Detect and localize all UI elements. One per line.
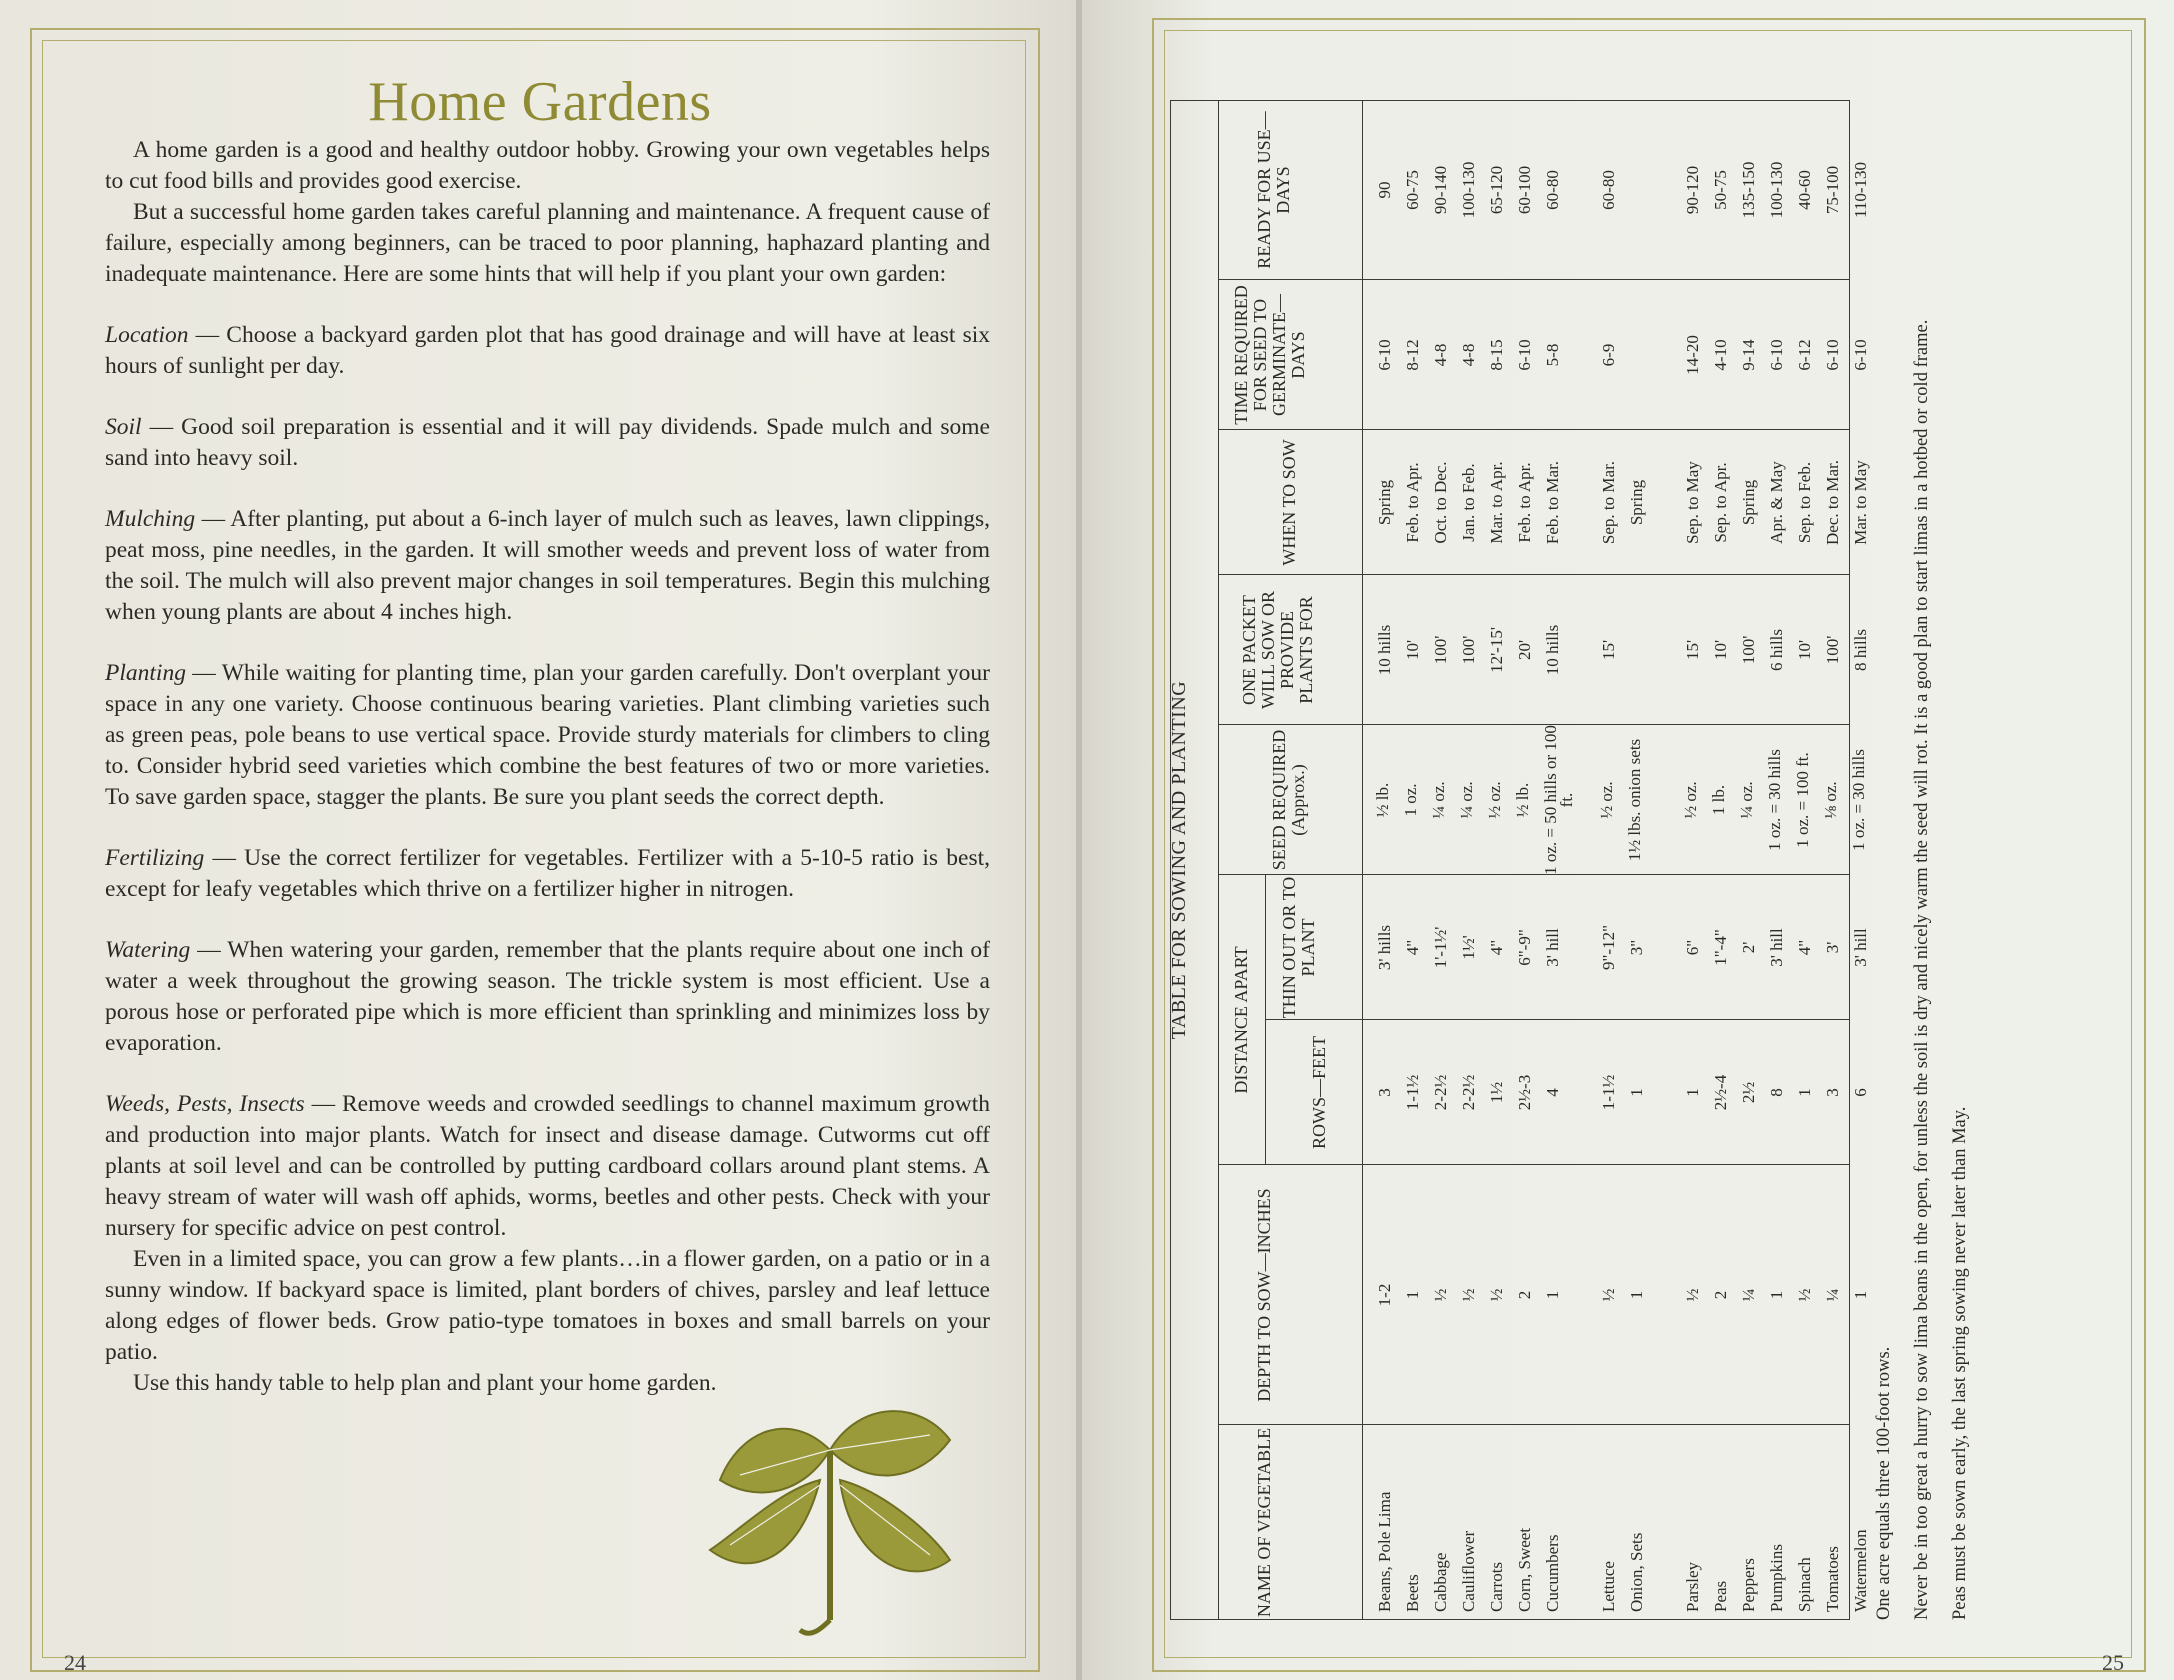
cell-packet: 100' (1739, 635, 1758, 665)
title-rule (1218, 100, 1219, 1620)
cell-rows: 4 (1543, 1088, 1562, 1097)
cell-germ: 8-12 (1403, 339, 1422, 371)
cell-name: Cabbage (1431, 1552, 1450, 1612)
paragraph (105, 135, 990, 197)
cell-ready: 50-75 (1711, 170, 1730, 210)
cell-packet: 15' (1683, 639, 1702, 661)
cell-seed: 1 oz. = 30 hills (1849, 749, 1868, 851)
cell-seed: 1 lb. (1709, 784, 1728, 816)
cell-when: Sep. to Feb. (1795, 461, 1814, 544)
cell-thin: 3' hill (1767, 928, 1786, 967)
cell-ready: 110-130 (1851, 161, 1870, 219)
page-title: Home Gardens (368, 71, 712, 133)
cell-ready: 65-120 (1487, 165, 1506, 215)
cell-when: Feb. to Apr. (1403, 462, 1422, 543)
cell-seed: 1 oz. (1401, 783, 1420, 817)
cell-rows: 1 (1627, 1088, 1646, 1097)
cell-rows: 8 (1767, 1088, 1786, 1097)
cell-when: Dec. to Mar. (1823, 460, 1842, 545)
cell-thin: 4" (1795, 939, 1814, 956)
cell-name: Tomatoes (1823, 1546, 1842, 1612)
cell-thin: 4" (1487, 939, 1506, 956)
cell-depth: ¼ (1823, 1288, 1842, 1302)
cell-packet: 100' (1823, 635, 1842, 665)
paragraph-text: — When watering your garden, remember that the plants require about one inch of water a week throughout the growing season. The trickle system is most efficient. Use a porous hose or perforated pipe which is more efficient than sprinkling and minimizes loss by evaporation. (105, 937, 990, 1056)
cell-rows: 3 (1375, 1088, 1394, 1097)
cell-depth: 1 (1851, 1290, 1870, 1300)
cell-ready: 90 (1375, 181, 1394, 199)
cell-seed: 1½ lbs. onion sets (1625, 738, 1644, 862)
cell-ready: 100-130 (1459, 161, 1478, 219)
cell-ready: 90-140 (1431, 165, 1450, 215)
cell-seed: ⅛ oz. (1821, 781, 1840, 819)
cell-ready: 60-80 (1599, 170, 1618, 210)
cell-when: Sep. to May (1683, 461, 1702, 544)
cell-when: Sep. to Mar. (1599, 460, 1618, 545)
cell-thin: 1½' (1459, 935, 1478, 960)
header-depth: DEPTH TO SOW—INCHES (1254, 1188, 1274, 1402)
cell-packet: 10 hills (1375, 624, 1394, 676)
cell-depth: 2 (1711, 1290, 1730, 1300)
header-when: WHEN TO SOW (1279, 439, 1299, 566)
cell-when: Apr. & May (1767, 461, 1786, 544)
header-thin: THIN OUT OR TO PLANT (1279, 876, 1318, 1019)
cell-seed: ¼ oz. (1737, 781, 1756, 819)
cell-depth: ½ (1795, 1288, 1814, 1302)
cell-thin: 6"-9" (1515, 929, 1534, 966)
cell-packet: 12'-15' (1487, 627, 1506, 673)
note: One acre equals three 100-foot rows. (1874, 1346, 1894, 1620)
cell-seed: 1 oz. = 50 hills or 100 ft. (1541, 725, 1576, 875)
cell-name: Lettuce (1599, 1561, 1618, 1612)
paragraph (105, 658, 990, 813)
cell-packet: 20' (1515, 639, 1534, 661)
cell-seed: ¼ oz. (1429, 781, 1448, 819)
cell-when: Spring (1739, 479, 1758, 526)
cell-germ: 6-9 (1599, 343, 1618, 367)
cell-depth: 1-2 (1375, 1283, 1394, 1307)
paragraph (105, 504, 990, 628)
table-title: TABLE FOR SOWING AND PLANTING (1168, 680, 1190, 1040)
cell-germ: 6-10 (1851, 339, 1870, 371)
paragraph-text: — After planting, put about a 6-inch layer of mulch such as leaves, lawn clippings, peat moss, pine needles, in the garden. It will smother weeds and prevent loss of water from the soil. The mulch will also prevent major changes in soil temperatures. Begin this mulching when young plants are about 4 inches high. (105, 506, 990, 625)
cell-seed: ½ oz. (1485, 781, 1504, 819)
cell-name: Peppers (1739, 1558, 1758, 1612)
paragraph-term: Location (105, 322, 189, 348)
cell-germ: 4-10 (1711, 339, 1730, 371)
cell-packet: 8 hills (1851, 628, 1870, 672)
cell-depth: ½ (1683, 1288, 1702, 1302)
cell-ready: 60-80 (1543, 170, 1562, 210)
paragraph-text: — Good soil preparation is essential and it will pay dividends. Spade mulch and some sand into heavy soil. (105, 414, 990, 471)
paragraph (105, 843, 990, 905)
paragraph-text: — Remove weeds and crowded seedlings to channel maximum growth and production into major plants. Watch for insect and disease damage. Cutworms cut off plants at soil level and can be controlled by putting cardboard collars around plant stems. A heavy stream of water will wash off aphids, worms, beetles and other pests. Check with your nursery for specific advice on pest control. (105, 1091, 991, 1241)
paragraph-term: Fertilizing (105, 845, 205, 871)
paragraph-text: — Choose a backyard garden plot that has good drainage and will have at least six hours of sunlight per day. (105, 322, 990, 379)
cell-depth: ½ (1459, 1288, 1478, 1302)
cell-when: Mar. to May (1851, 460, 1870, 545)
cell-rows: 2½ (1739, 1081, 1758, 1104)
cell-seed: 1 oz. = 30 hills (1765, 749, 1784, 851)
cell-thin: 3" (1627, 939, 1646, 956)
cell-name: Spinach (1795, 1557, 1814, 1612)
cell-thin: 1"-4" (1711, 929, 1730, 966)
paragraph (105, 1089, 990, 1244)
left-page (0, 0, 1082, 1680)
cell-packet: 10' (1795, 639, 1814, 661)
cell-name: Cauliflower (1459, 1530, 1478, 1612)
header-ready: READY FOR USE—DAYS (1254, 111, 1293, 269)
cell-seed: ¼ oz. (1457, 781, 1476, 819)
cell-depth: 1 (1403, 1290, 1422, 1300)
note: Never be in too great a hurry to sow lima beans in the open, for unless the soil is dry and nicely warm the seed will rot. It is a good plan to start limas in a hotbed or cold frame. (1912, 319, 1932, 1620)
cell-rows: 1 (1683, 1088, 1702, 1097)
cell-germ: 5-8 (1543, 343, 1562, 367)
cell-rows: 6 (1851, 1088, 1870, 1097)
cell-germ: 14-20 (1683, 335, 1702, 375)
cell-germ: 4-8 (1431, 343, 1450, 367)
cell-when: Sep. to Apr. (1711, 462, 1730, 543)
cell-depth: ½ (1487, 1288, 1506, 1302)
cell-thin: 3' hills (1375, 924, 1394, 971)
note: Peas must be sown early, the last spring sowing never later than May. (1950, 1106, 1970, 1620)
cell-germ: 6-10 (1767, 339, 1786, 371)
cell-rows: 2½-3 (1515, 1074, 1534, 1111)
cell-depth: 1 (1767, 1290, 1786, 1300)
cell-packet: 6 hills (1767, 628, 1786, 672)
header-seed: SEED REQUIRED (Approx.) (1269, 729, 1308, 871)
cell-name: Peas (1711, 1580, 1730, 1612)
cell-seed: ½ lb. (1373, 782, 1392, 818)
cell-ready: 100-130 (1767, 161, 1786, 219)
cell-thin: 1'-1½' (1431, 926, 1450, 969)
paragraph-text: A home garden is a good and healthy outdoor hobby. Growing your own vegetables helps to cut food bills and provides good exercise. (105, 137, 990, 194)
cell-germ: 6-10 (1375, 339, 1394, 371)
cell-when: Feb. to Mar. (1543, 460, 1562, 545)
page-number: 25 (2102, 1650, 2124, 1675)
cell-ready: 135-150 (1739, 161, 1758, 219)
cell-depth: ½ (1431, 1288, 1450, 1302)
article-body (105, 135, 990, 1399)
cell-rows: 2-2½ (1459, 1074, 1478, 1111)
paragraph (105, 935, 990, 1059)
cell-packet: 100' (1459, 635, 1478, 665)
cell-rows: 2-2½ (1431, 1074, 1450, 1111)
cell-name: Watermelon (1851, 1529, 1870, 1612)
cell-depth: 1 (1543, 1290, 1562, 1300)
cell-rows: 1½ (1487, 1081, 1506, 1104)
paragraph (105, 320, 990, 382)
cell-germ: 4-8 (1459, 343, 1478, 367)
cell-depth: ¼ (1739, 1288, 1758, 1302)
cell-thin: 9"-12" (1599, 924, 1618, 971)
cell-ready: 75-100 (1823, 165, 1842, 215)
cell-germ: 9-14 (1739, 339, 1758, 371)
cell-name: Beans, Pole Lima (1375, 1491, 1394, 1612)
cell-germ: 6-10 (1823, 339, 1842, 371)
paragraph-text: Use this handy table to help plan and plant your home garden. (133, 1370, 717, 1396)
paragraph (105, 197, 990, 290)
cell-depth: 2 (1515, 1290, 1534, 1300)
cell-thin: 4" (1403, 939, 1422, 956)
cell-ready: 90-120 (1683, 165, 1702, 215)
cell-rows: 1-1½ (1599, 1074, 1618, 1111)
cell-thin: 3' hill (1543, 928, 1562, 967)
cell-depth: 1 (1627, 1290, 1646, 1300)
table-notes (1865, 100, 1979, 1620)
page-number: 24 (64, 1650, 86, 1675)
paragraph-term: Mulching (105, 506, 196, 532)
cell-germ: 8-15 (1487, 339, 1506, 371)
cell-ready: 60-100 (1515, 165, 1534, 215)
paragraph-term: Soil (105, 414, 142, 440)
cell-seed: 1 oz. = 100 ft. (1793, 752, 1812, 848)
cell-rows: 1-1½ (1403, 1074, 1422, 1111)
cell-name: Corn, Sweet (1515, 1527, 1534, 1612)
cell-name: Beets (1403, 1574, 1422, 1612)
cell-name: Parsley (1683, 1561, 1702, 1612)
cell-when: Mar. to Apr. (1487, 461, 1506, 544)
paragraph (105, 412, 990, 474)
cell-thin: 3' (1823, 941, 1842, 954)
cell-thin: 2' (1739, 941, 1758, 954)
sowing-table (1170, 100, 2070, 1620)
cell-thin: 3' hill (1851, 928, 1870, 967)
header-rule (1362, 100, 1363, 1620)
cell-packet: 10' (1403, 639, 1422, 661)
cell-when: Feb. to Apr. (1515, 462, 1534, 543)
cell-packet: 15' (1599, 639, 1618, 661)
cell-thin: 6" (1683, 939, 1702, 956)
header-packet: ONE PACKET WILL SOW OR PROVIDE PLANTS FOR (1239, 591, 1316, 709)
cell-when: Oct. to Dec. (1431, 461, 1450, 544)
paragraph-text: — While waiting for planting time, plan your garden carefully. Don't overplant your space in any one variety. Choose continuous bearing varieties. Plant climbing varieties such as green peas, pole beans to use vertical space. Provide sturdy materials for climbers to cling to. Consider hybrid seed varieties which combine the best features of two or more varieties. To save garden space, stagger the plants. Be sure you plant seeds the correct depth. (105, 660, 990, 810)
cell-seed: ½ lb. (1513, 782, 1532, 818)
paragraph-term: Watering (105, 937, 191, 963)
header-rows: ROWS—FEET (1309, 1036, 1329, 1150)
header-germ: TIME REQUIRED FOR SEED TO GERMINATE—DAYS (1231, 285, 1308, 425)
cell-name: Onion, Sets (1627, 1532, 1646, 1612)
cell-packet: 10' (1711, 639, 1730, 661)
cell-when: Jan. to Feb. (1459, 463, 1478, 542)
paragraph-term: Weeds, Pests, Insects (105, 1091, 305, 1117)
cell-rows: 3 (1823, 1088, 1842, 1097)
cell-packet: 100' (1431, 635, 1450, 665)
cell-seed: ½ oz. (1681, 781, 1700, 819)
group-rule (1265, 875, 1266, 1165)
leaf-illustration (680, 1390, 980, 1640)
cell-seed: ½ oz. (1597, 781, 1616, 819)
cell-name: Cucumbers (1543, 1534, 1562, 1612)
cell-ready: 60-75 (1403, 170, 1422, 210)
cell-name: Pumpkins (1767, 1543, 1786, 1612)
cell-packet: 10 hills (1543, 624, 1562, 676)
paragraph-text: But a successful home garden takes careful planning and maintenance. A frequent cause of failure, especially among beginners, can be traced to poor planning, haphazard planting and inadequate maintenance. Here are some hints that will help if you plant your own garden: (105, 199, 990, 287)
paragraph-text: — Use the correct fertilizer for vegetables. Fertilizer with a 5-10-5 ratio is best, except for leafy vegetables which thrive on a fertilizer higher in nitrogen. (105, 845, 990, 902)
cell-rows: 1 (1795, 1088, 1814, 1097)
cell-name: Carrots (1487, 1561, 1506, 1612)
header-name: NAME OF VEGETABLE (1254, 1427, 1274, 1618)
cell-germ: 6-12 (1795, 339, 1814, 371)
cell-when: Spring (1375, 479, 1394, 526)
paragraph-term: Planting (105, 660, 186, 686)
paragraph (105, 1244, 990, 1368)
cell-depth: ½ (1599, 1288, 1618, 1302)
paragraph-text: Even in a limited space, you can grow a few plants…in a flower garden, on a patio or in a sunny window. If backyard space is limited, plant borders of chives, parsley and leaf lettuce along edges of flower beds. Grow patio-type tomatoes in boxes and small barrels on your patio. (105, 1246, 990, 1365)
cell-ready: 40-60 (1795, 170, 1814, 210)
cell-when: Spring (1627, 479, 1646, 526)
cell-germ: 6-10 (1515, 339, 1534, 371)
header-distance: DISTANCE APART (1231, 946, 1251, 1094)
cell-rows: 2½-4 (1711, 1074, 1730, 1111)
